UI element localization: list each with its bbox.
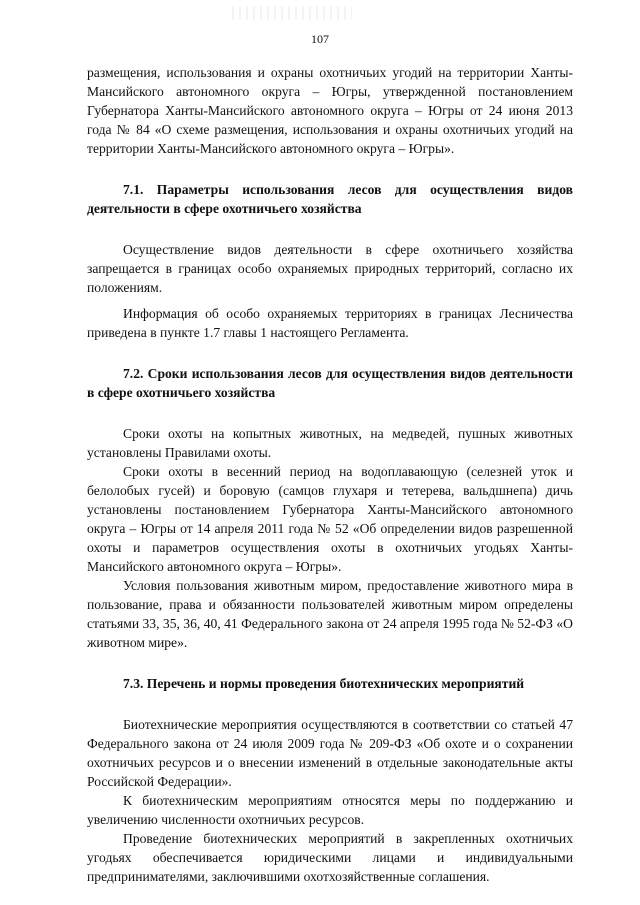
page-number: 107 <box>311 32 329 46</box>
section-heading-7-2: 7.2. Сроки использования лесов для осуществления видов деятельности в сфере охотничьего хозяйства <box>87 366 573 400</box>
section-7-3-paragraph: Проведение биотехнических мероприятий в закрепленных охотничьих угодьях обеспечивается юридическими лицами и индивидуальными предпринимателями, заключившими охотхозяйственные соглашения. <box>87 831 573 884</box>
section-7-1-paragraph: Осуществление видов деятельности в сфере охотничьего хозяйства запрещается в границах особо охраняемых природных территорий, согласно их положениям. <box>87 242 573 295</box>
section-7-3-paragraph: Биотехнические мероприятия осуществляются в соответствии со статьей 47 Федерального закона от 24 июля 2009 года № 209-ФЗ «Об охоте и о сохранении охотничьих ресурсов и о внесении изменений в отдельные законодательные акты Российской Федерации». <box>87 717 573 789</box>
document-body <box>87 63 573 886</box>
scan-artifact <box>232 6 352 20</box>
section-heading-7-3: 7.3. Перечень и нормы проведения биотехнических мероприятий <box>123 676 525 691</box>
section-heading-7-1: 7.1. Параметры использования лесов для осуществления видов деятельности в сфере охотничьего хозяйства <box>87 182 573 216</box>
section-7-2-paragraph: Сроки охоты на копытных животных, на медведей, пушных животных установлены Правилами охоты. <box>87 426 573 460</box>
section-7-2-paragraph: Условия пользования животным миром, предоставление животного мира в пользование, права и обязанности пользователей животным миром определены статьями 33, 35, 36, 40, 41 Федерального закона от 24 апреля 1995 года № 52-ФЗ «О животном мире». <box>87 578 573 650</box>
section-7-1-paragraph: Информация об особо охраняемых территориях в границах Лесничества приведена в пункте 1.7 главы 1 настоящего Регламента. <box>87 306 573 340</box>
section-7-2-paragraph: Сроки охоты в весенний период на водоплавающую (селезней уток и белолобых гусей) и боровую (самцов глухаря и тетерева, вальдшнепа) дичь установлены постановлением Губернатора Ханты-Мансийского автономного округа – Югры от 14 апреля 2011 года № 52 «Об определении видов разрешенной охоты и параметров осуществления охоты в охотничьих угодьях Ханты-Мансийского автономного округа – Югры». <box>87 464 573 574</box>
intro-paragraph: размещения, использования и охраны охотничьих угодий на территории Ханты-Мансийского автономного округа – Югры, утвержденной постановлением Губернатора Ханты-Мансийского автономного округа – Югры от 24 июня 2013 года № 84 «О схеме размещения, использования и охраны охотничьих угодий на территории Ханты-Мансийского автономного округа – Югры». <box>87 65 573 156</box>
section-7-3-paragraph: К биотехническим мероприятиям относятся меры по поддержанию и увеличению численности охотничьих ресурсов. <box>87 793 573 827</box>
